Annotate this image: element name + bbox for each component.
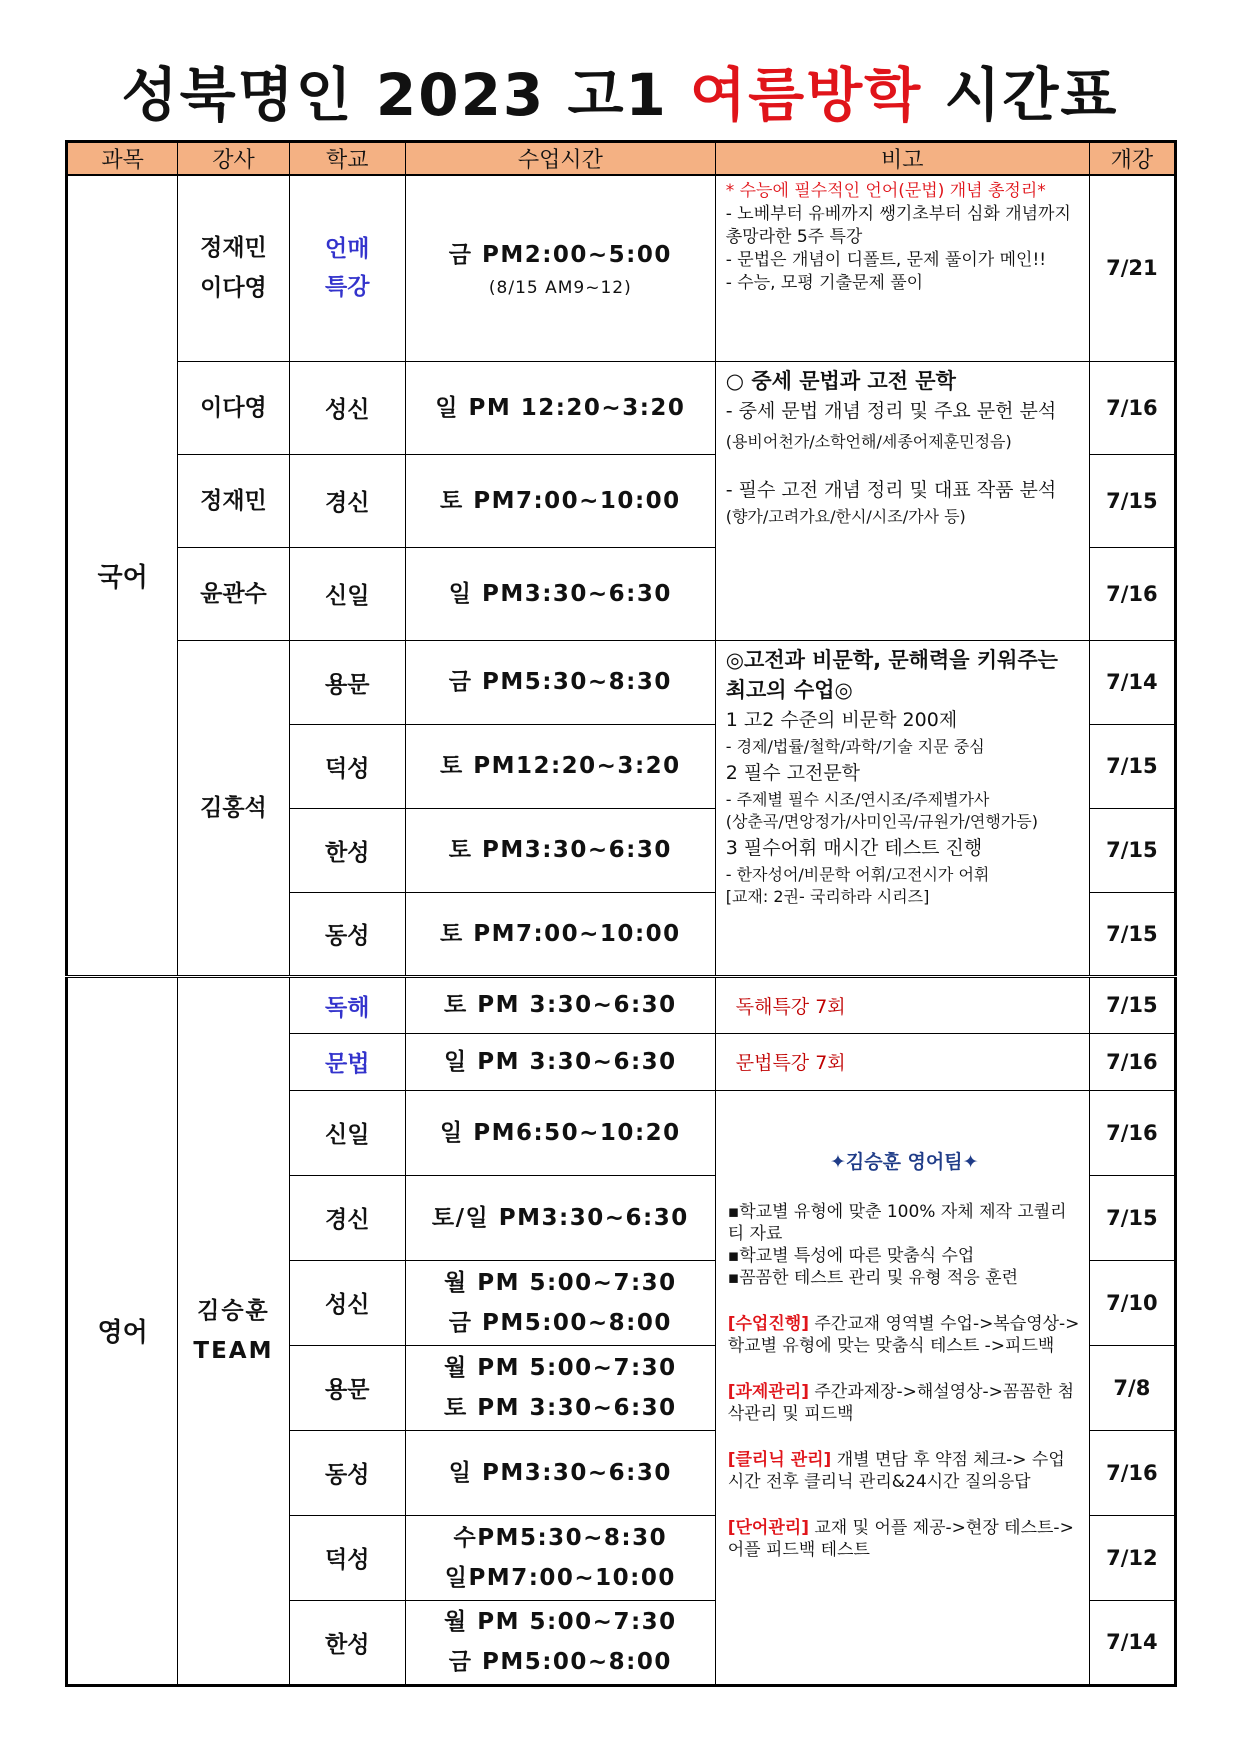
time-cell: 일 PM3:30~6:30 <box>405 547 715 640</box>
time-cell: 수PM5:30~8:30 일PM7:00~10:00 <box>405 1515 715 1600</box>
time-cell: 일 PM 12:20~3:20 <box>405 361 715 454</box>
page-title: 성북명인 2023 고1 여름방학 시간표 <box>121 61 1119 129</box>
time-cell: 월 PM 5:00~7:30 토 PM 3:30~6:30 <box>405 1345 715 1430</box>
open-date: 7/15 <box>1089 1175 1175 1260</box>
open-date: 7/21 <box>1089 175 1175 361</box>
school-cell: 동성 <box>289 1430 405 1515</box>
time-cell: 토 PM7:00~10:00 <box>405 454 715 547</box>
school-cell: 성신 <box>289 1260 405 1345</box>
school-cell: 신일 <box>289 547 405 640</box>
time-cell: 일 PM3:30~6:30 <box>405 1430 715 1515</box>
open-date: 7/14 <box>1089 640 1175 724</box>
teacher-cell: 정재민 <box>178 454 289 547</box>
time-cell: 토/일 PM3:30~6:30 <box>405 1175 715 1260</box>
time-cell: 월 PM 5:00~7:30 금 PM5:00~8:00 <box>405 1260 715 1345</box>
header-subject: 과목 <box>67 142 178 176</box>
subject-english: 영어 <box>67 976 178 1685</box>
open-date: 7/15 <box>1089 454 1175 547</box>
time-cell: 토 PM3:30~6:30 <box>405 808 715 892</box>
school-cell: 한성 <box>289 808 405 892</box>
school-cell: 동성 <box>289 892 405 976</box>
header-school: 학교 <box>289 142 405 176</box>
teacher-cell: 윤관수 <box>178 547 289 640</box>
table-row <box>67 175 1176 361</box>
time-cell: 토 PM7:00~10:00 <box>405 892 715 976</box>
note-medieval-grammar: ○ 중세 문법과 고전 문학 - 중세 문법 개념 정리 및 주요 문헌 분석 (용비어천가/소학언해/세종어제훈민정음) - 필수 고전 개념 정리 및 대표 작품 분석 (향가/고려가요/한시/시조/가사 등) <box>715 361 1089 640</box>
open-date: 7/14 <box>1089 1600 1175 1685</box>
open-date: 7/8 <box>1089 1345 1175 1430</box>
teacher-cell: 김홍석 <box>178 640 289 976</box>
header-teacher: 강사 <box>178 142 289 176</box>
time-cell: 금 PM5:30~8:30 <box>405 640 715 724</box>
school-cell: 용문 <box>289 640 405 724</box>
school-cell: 언매 특강 <box>289 175 405 361</box>
table-row <box>67 640 1176 724</box>
open-date: 7/16 <box>1089 1033 1175 1090</box>
open-date: 7/15 <box>1089 724 1175 808</box>
header-time: 수업시간 <box>405 142 715 176</box>
open-date: 7/15 <box>1089 976 1175 1033</box>
teacher-cell: 김승훈 TEAM <box>178 976 289 1685</box>
time-cell: 일 PM 3:30~6:30 <box>405 1033 715 1090</box>
open-date: 7/15 <box>1089 892 1175 976</box>
open-date: 7/10 <box>1089 1260 1175 1345</box>
header-open: 개강 <box>1089 142 1175 176</box>
header-note: 비고 <box>715 142 1089 176</box>
subject-korean: 국어 <box>67 175 178 976</box>
school-cell: 덕성 <box>289 1515 405 1600</box>
time-cell: 토 PM12:20~3:20 <box>405 724 715 808</box>
school-cell: 문법 <box>289 1033 405 1090</box>
teacher-cell: 이다영 <box>178 361 289 454</box>
school-cell: 용문 <box>289 1345 405 1430</box>
open-date: 7/16 <box>1089 547 1175 640</box>
time-cell: 금 PM2:00~5:00 (8/15 AM9~12) <box>405 175 715 361</box>
school-cell: 독해 <box>289 976 405 1033</box>
open-date: 7/16 <box>1089 1090 1175 1175</box>
table-row <box>67 361 1176 454</box>
note-grammar-special: 문법특강 7회 <box>715 1033 1089 1090</box>
note-english-team: ✦김승훈 영어팀✦ ▪학교별 유형에 맞춘 100% 자체 제작 고퀄리티 자료 ▪학교별 특성에 따른 맞춤식 수업 ▪꼼꼼한 테스트 관리 및 유형 적응 훈련 [수업진행] 주간교재 영역별 수업->복습영상->학교별 유형에 맞는 맞춤식 테스트 ->피드백 [과제관리] 주간과제장->해설영상->꼼꼼한 첨삭관리 및 피드백 [클리닉 관리] 개별 면담 후 약점 체크-> 수업 시간 전후 클리닉 관리&24시간 질의응답 [단어관리] 교재 및 어플 제공->현장 테스트-> 어플 피드백 테스트 <box>715 1090 1089 1685</box>
note-reading-special: 독해특강 7회 <box>715 976 1089 1033</box>
time-cell: 일 PM6:50~10:20 <box>405 1090 715 1175</box>
open-date: 7/16 <box>1089 361 1175 454</box>
school-cell: 신일 <box>289 1090 405 1175</box>
header-row <box>67 142 1176 176</box>
open-date: 7/16 <box>1089 1430 1175 1515</box>
school-cell: 경신 <box>289 454 405 547</box>
open-date: 7/12 <box>1089 1515 1175 1600</box>
table-row <box>67 976 1176 1033</box>
school-cell: 덕성 <box>289 724 405 808</box>
school-cell: 경신 <box>289 1175 405 1260</box>
note-literature: ◎고전과 비문학, 문해력을 키워주는 최고의 수업◎ 1 고2 수준의 비문학 200제 - 경제/법률/철학/과학/기술 지문 중심 2 필수 고전문학 - 주제별 필수 시조/연시조/주제별가사 (상춘곡/면앙정가/사미인곡/규원가/연행가등) 3 필수어휘 매시간 테스트 진행 - 한자성어/비문학 어휘/고전시가 어휘 [교재: 2권- 국리하라 시리즈] <box>715 640 1089 976</box>
time-cell: 토 PM 3:30~6:30 <box>405 976 715 1033</box>
school-cell: 성신 <box>289 361 405 454</box>
note-grammar-special: * 수능에 필수적인 언어(문법) 개념 총정리* - 노베부터 유베까지 쌩기초부터 심화 개념까지 총망라한 5주 특강 - 문법은 개념이 디폴트, 문제 풀이가 메인!! - 수능, 모평 기출문제 풀이 <box>715 175 1089 361</box>
open-date: 7/15 <box>1089 808 1175 892</box>
time-cell: 월 PM 5:00~7:30 금 PM5:00~8:00 <box>405 1600 715 1685</box>
school-cell: 한성 <box>289 1600 405 1685</box>
teacher-cell: 정재민 이다영 <box>178 175 289 361</box>
timetable <box>65 140 1177 1687</box>
